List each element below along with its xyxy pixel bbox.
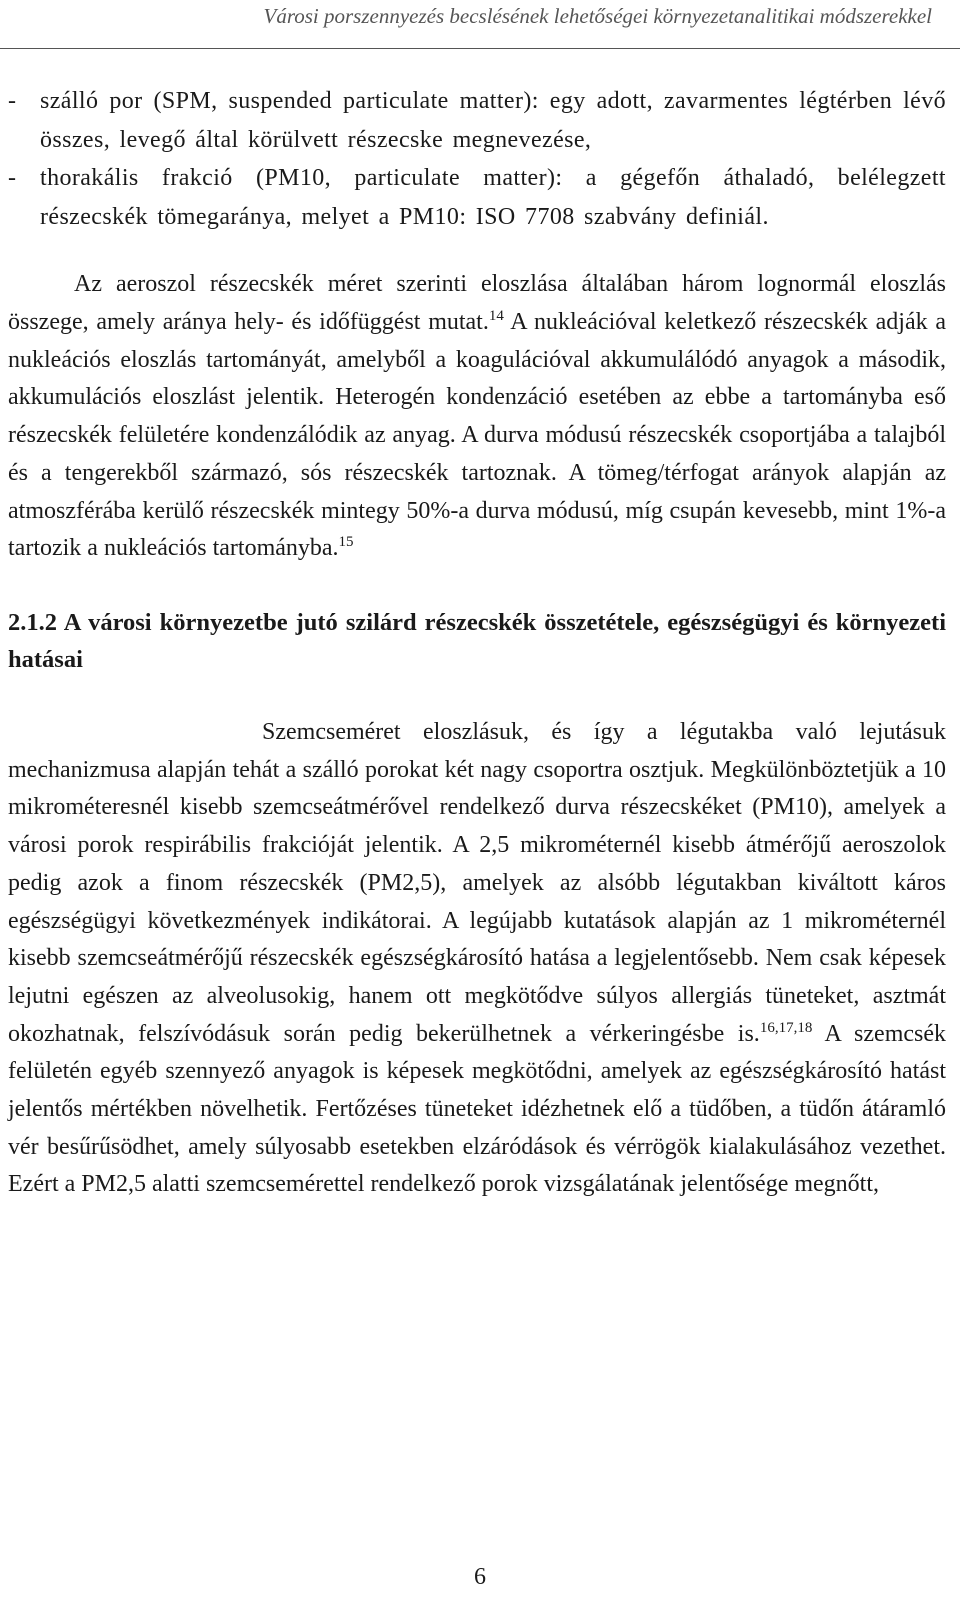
running-header: [0, 0, 960, 49]
section-heading: 2.1.2 A városi környezetbe jutó szilárd részecskék összetétele, egészségügyi és környezeti hatásai: [8, 609, 946, 673]
footnote-reference[interactable]: 15: [338, 534, 354, 551]
list-item: - szálló por (SPM, suspended particulate matter): egy adott, zavarmentes légtérben lévő összes, levegő által körülvett részecske megnevezése,: [8, 82, 946, 159]
page-body: [8, 82, 946, 1204]
paragraph-text: Szemcseméret eloszlásuk, és így a légutakba való lejutásuk mechanizmusa alapján tehát a szálló porokat két nagy csoportra osztjuk. Megkülönböztetjük a 10 mikrométeresnél kisebb szemcseátmérővel rendelkező durva részecskéket (PM10), amelyek a városi porok respirábilis frakcióját jelentik. A 2,5 mikrométernél kisebb átmérőjű aeroszolok pedig azok a finom részecskék (PM2,5), amelyek az alsóbb légutakban kiváltott káros egészségügyi következmények indikátorai. A legújabb kutatások alapján az 1 mikrométernél kisebb szemcseátmérőjű részecskék egészségkárosító hatása a legjelentősebb. Nem csak képesek lejutni egészen az alveolusokig, hanem ott megkötődve súlyos allergiás tüneteket, asztmát okozhatnak, felszívódásuk során pedig bekerülhetnek a vérkeringésbe is.: [8, 719, 946, 1047]
paragraph-text: Az aeroszol részecskék méret szerinti eloszlása általában három lognormál eloszlás összege, amely aránya hely- és időfüggést mutat.: [8, 271, 946, 336]
paragraph-particle-size: [8, 714, 946, 1204]
page-number: 6: [474, 1564, 486, 1590]
paragraph-aerosol-distribution: [8, 266, 946, 568]
footnote-reference[interactable]: 16,17,18: [759, 1019, 813, 1036]
list-item: - thorakális frakció (PM10, particulate matter): a gégefőn áthaladó, belélegzett részecskék tömegaránya, melyet a PM10: ISO 7708 szabvány definiál.: [8, 159, 946, 236]
paragraph-text: A nukleációval keletkező részecskék adják a nukleációs eloszlás tartományát, amelyből a koagulációval akkumulálódó anyagok a második, akkumulációs eloszlást jelentik. Heterogén kondenzáció esetében az ebbe a tartományba eső részecskék felületére kondenzálódik az anyag. A durva módusú részecskék csoportjába a talajból és a tengerekből származó, sós részecskék tartoznak. A tömeg/térfogat arányok alapján az atmoszférába kerülő részecskék mintegy 50%-a durva módusú, míg csupán kevesebb, mint 1%-a tartozik a nukleációs tartományba.: [8, 309, 946, 562]
running-header-title: Városi porszennyezés becslésének lehetőségei környezetanalitikai módszerekkel: [263, 4, 932, 28]
definition-list: [8, 82, 946, 236]
footnote-reference[interactable]: 14: [488, 308, 504, 325]
paragraph-text: A szemcsék felületén egyéb szennyező anyagok is képesek megkötődni, amelyek az egészségkárosító hatást jelentős mértékben növelhetik. Fertőzéses tüneteket idézhetnek elő a tüdőben, a tüdőn átáramló vér besűrűsödhet, amely súlyosabb esetekben elzáródások és vérrögök kialakulásához vezethet. Ezért a PM2,5 alatti szemcsemérettel rendelkező porok vizsgálatának jelentősége megnőtt,: [8, 1020, 947, 1198]
